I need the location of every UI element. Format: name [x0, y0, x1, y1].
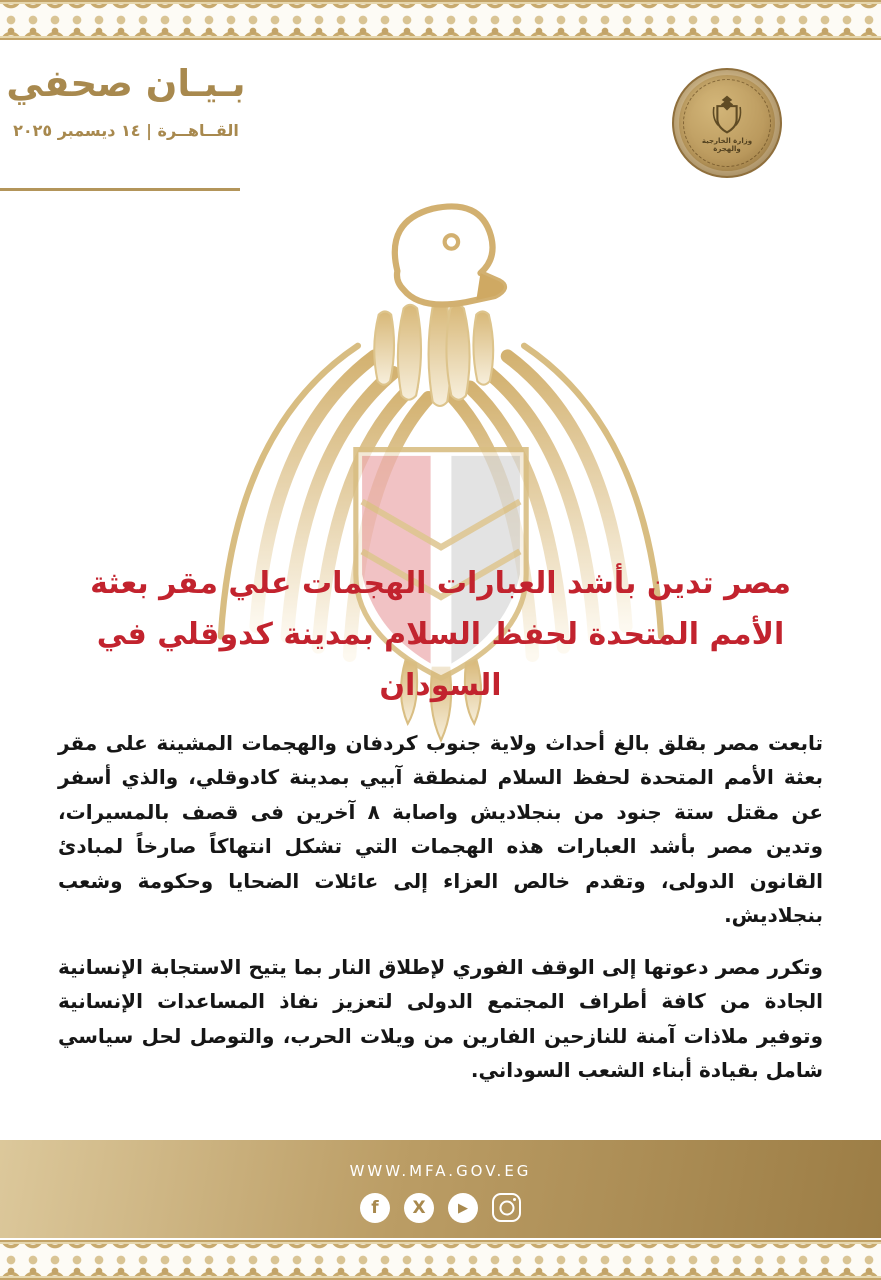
header-block	[0, 62, 252, 140]
social-icons-row	[0, 1193, 881, 1223]
statement-title: مصر تدين بأشد العبارات الهجمات علي مقر بعثة الأمم المتحدة لحفظ السلام بمدينة كدوقلي في السودان	[90, 566, 791, 704]
facebook-icon[interactable]: f	[360, 1193, 390, 1223]
seal-text: وزارة الخارجية والهجرة	[701, 136, 753, 153]
press-statement-title: بـيـان صحفي	[6, 62, 246, 105]
statement-paragraph-2: وتكرر مصر دعوتها إلى الوقف الفوري لإطلاق النار بما يتيح الاستجابة الإنسانية الجادة من كافة أطراف المجتمع الدولى لتعزيز نفاذ المساعدات الإنسانية وتوفير ملاذات آمنة للنازحين الفارين من ويلات الحرب، والتوصل لحل سياسي شامل بقيادة أبناء الشعب السوداني.	[58, 955, 823, 1083]
ornament-border-top	[0, 0, 881, 40]
website-link[interactable]: WWW.MFA.GOV.EG	[349, 1162, 532, 1180]
footer-bar	[0, 1140, 881, 1238]
seal-eagle-icon	[709, 93, 745, 135]
ornament-border-bottom	[0, 1240, 881, 1280]
statement-paragraph-1: تابعت مصر بقلق بالغ أحداث ولاية جنوب كردفان والهجمات المشينة على مقر بعثة الأمم المتحدة لحفظ السلام لمنطقة آبيي بمدينة كادوقلي، والذي أسفر عن مقتل ستة جنود من بنجلاديش واصابة ٨ آخرين فى قصف بالمسيرات، وتدين مصر بأشد العبارات هذه الهجمات التي تشكل انتهاكاً صارخاً لمبادئ القانون الدولى، وتقدم خالص العزاء إلى عائلات الضحايا وحكومة وشعب بنجلاديش.	[58, 731, 823, 927]
header-divider	[0, 188, 240, 191]
ministry-seal-logo	[672, 68, 782, 178]
instagram-icon[interactable]	[492, 1193, 521, 1222]
x-icon[interactable]: X	[404, 1193, 434, 1223]
city-date-label: القــاهــرة | ١٤ ديسمبر ٢٠٢٥	[13, 121, 239, 140]
youtube-icon[interactable]: ▶	[448, 1193, 478, 1223]
